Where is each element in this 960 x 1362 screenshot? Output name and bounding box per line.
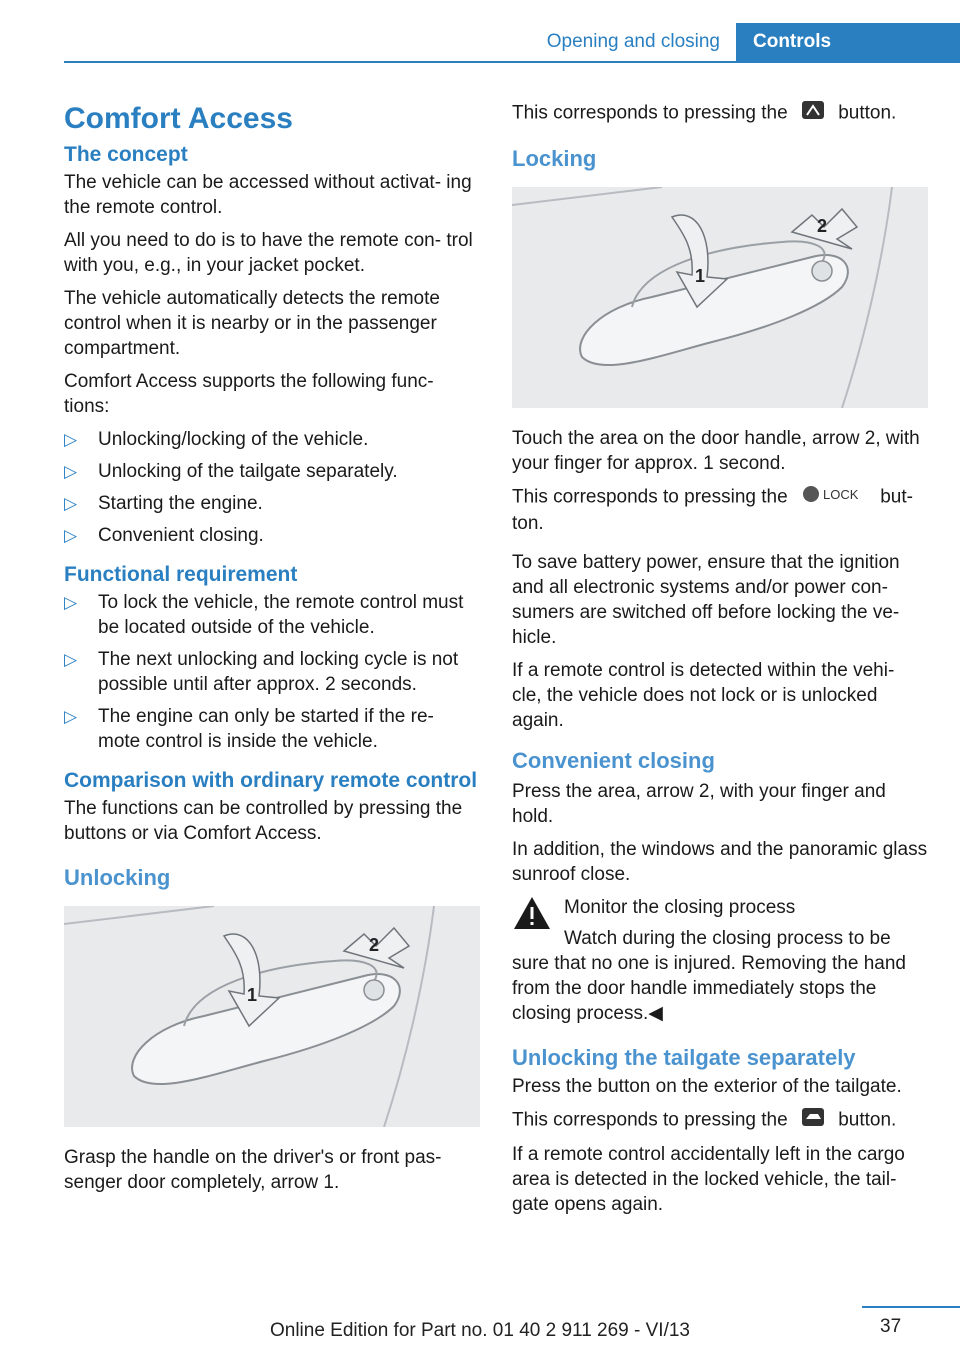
convenient-paragraph-2: In addition, the windows and the panoramic glass sunroof close. xyxy=(512,839,928,885)
list-item: ▷ To lock the vehicle, the remote control must be located outside of the vehicle. xyxy=(64,592,464,638)
functional-requirement-heading: Functional requirement xyxy=(64,563,298,586)
tailgate-button-icon xyxy=(801,1107,825,1134)
header-section-title: Opening and closing xyxy=(546,31,720,52)
header-rule xyxy=(64,61,960,63)
bullet-triangle-icon: ▷ xyxy=(64,526,78,545)
unlock-button-sentence: This corresponds to pressing the button. xyxy=(512,100,928,127)
tailgate-paragraph-1: Press the button on the exterior of the tailgate. xyxy=(512,1076,902,1097)
door-handle-locking-figure xyxy=(512,187,928,408)
door-handle-unlocking-figure xyxy=(64,906,480,1127)
arrow-2-label: 2 xyxy=(369,935,380,955)
functions-list xyxy=(64,427,480,548)
concept-paragraph-3: The vehicle automatically detects the remote control when it is nearby or in the passenger compartment. xyxy=(64,288,440,359)
left-column xyxy=(64,100,480,1203)
list-item: ▷ Unlocking/locking of the vehicle. xyxy=(64,429,369,450)
arrow-1-label: 1 xyxy=(247,985,258,1005)
arrow-1-label: 1 xyxy=(695,266,706,286)
convenient-paragraph-1: Press the area, arrow 2, with your finger and hold. xyxy=(512,781,886,827)
unlock-button-icon xyxy=(801,100,825,127)
bullet-triangle-icon: ▷ xyxy=(64,430,78,449)
door-handle-illustration xyxy=(64,906,480,1127)
concept-paragraph-4: Comfort Access supports the following func‐ tions: xyxy=(64,371,434,417)
warning-triangle-icon xyxy=(512,895,552,936)
list-item: ▷ The next unlocking and locking cycle is not possible until after approx. 2 seconds. xyxy=(64,649,459,695)
page-number: 37 xyxy=(880,1316,902,1337)
edition-footer: Online Edition for Part no. 01 40 2 911 269 - VI/13 xyxy=(269,1320,691,1341)
footer-rule xyxy=(862,1306,960,1308)
door-handle-illustration xyxy=(512,187,928,408)
warning-box xyxy=(512,895,928,1026)
tailgate-paragraph-2: If a remote control accidentally left in the cargo area is detected in the locked vehicle, the tail‐ gate opens again. xyxy=(512,1144,905,1215)
tailgate-button-sentence: This corresponds to pressing the button. xyxy=(512,1107,928,1134)
lock-button-icon xyxy=(801,484,867,511)
tailgate-heading: Unlocking the tailgate separately xyxy=(512,1045,856,1070)
warning-line-1: Watch during the closing process to be xyxy=(564,928,891,949)
bullet-triangle-icon: ▷ xyxy=(64,650,78,669)
right-column xyxy=(512,100,928,1225)
warning-title: Monitor the closing process xyxy=(564,897,796,918)
arrow-2-label: 2 xyxy=(817,216,828,236)
bullet-triangle-icon: ▷ xyxy=(64,494,78,513)
convenient-closing-heading: Convenient closing xyxy=(512,748,715,773)
list-item: ▷ Unlocking of the tailgate separately. xyxy=(64,461,398,482)
locking-heading: Locking xyxy=(512,146,597,171)
unlocking-paragraph: Grasp the handle on the driver's or front pas‐ senger door completely, arrow 1. xyxy=(64,1147,442,1193)
concept-paragraph-2: All you need to do is to have the remote con‐ trol with you, e.g., in your jacket pocket. xyxy=(64,230,473,276)
list-item: ▷ Starting the engine. xyxy=(64,493,263,514)
bullet-triangle-icon: ▷ xyxy=(64,462,78,481)
unlocking-heading: Unlocking xyxy=(64,865,171,890)
comparison-heading: Comparison with ordinary remote control xyxy=(64,769,478,792)
requirements-list xyxy=(64,590,480,754)
page-title: Comfort Access xyxy=(64,102,293,135)
locking-paragraph-1: Touch the area on the door handle, arrow 2, with your finger for approx. 1 second. xyxy=(512,428,920,474)
concept-heading: The concept xyxy=(64,143,188,166)
locking-paragraph-3: If a remote control is detected within the vehi‐ cle, the vehicle does not lock or is unlocked again. xyxy=(512,660,895,731)
header-tab-controls: Controls xyxy=(736,23,960,63)
lock-button-label: LOCK xyxy=(822,487,859,502)
bullet-triangle-icon: ▷ xyxy=(64,707,78,726)
comparison-paragraph: The functions can be controlled by pressing the buttons or via Comfort Access. xyxy=(64,798,463,844)
lock-button-sentence: This corresponds to pressing the LOCK but‐ ton. xyxy=(512,484,928,536)
warning-body: sure that no one is injured. Removing the hand from the door handle immediately stops the closing process.◀ xyxy=(512,953,906,1024)
list-item: ▷ The engine can only be started if the re‐ mote control is inside the vehicle. xyxy=(64,706,434,752)
list-item: ▷ Convenient closing. xyxy=(64,525,264,546)
bullet-triangle-icon: ▷ xyxy=(64,593,78,612)
concept-paragraph-1: The vehicle can be accessed without activat‐ ing the remote control. xyxy=(64,172,472,218)
locking-paragraph-2: To save battery power, ensure that the ignition and all electronic systems and/or power con‐ sumers are switched off before locking the ve‐ hicle. xyxy=(512,552,900,648)
